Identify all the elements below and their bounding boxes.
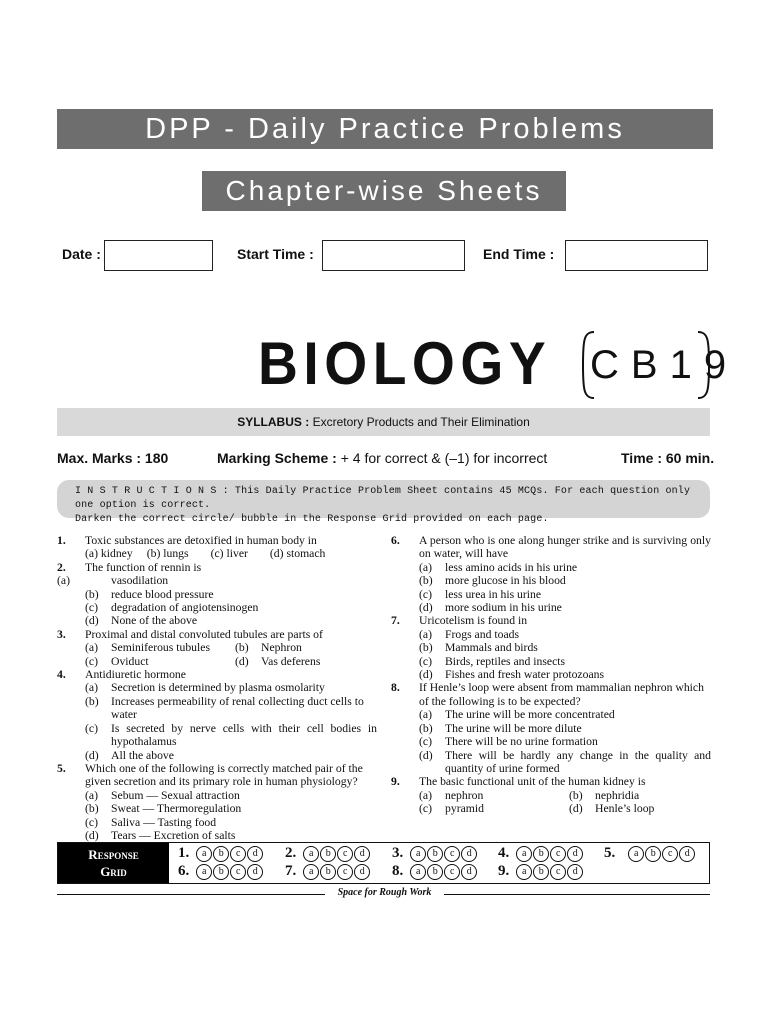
bubble-d[interactable]: d [679,846,695,862]
option-b: (b) Mammals and birds [419,641,538,655]
question-1-options [57,547,377,560]
bubble-a[interactable]: a [303,846,319,862]
question-number: 2. [57,560,66,574]
end-time-label: End Time : [483,246,555,262]
bubble-a[interactable]: a [628,846,644,862]
option-c: (c) There will be no urine formation [419,735,598,749]
question-text: Which one of the following is correctly matched pair of the given secretion and its primary role in human physiology? [85,761,363,789]
bubble-c[interactable]: c [337,864,353,880]
question-6 [391,534,711,561]
date-field[interactable] [104,240,213,271]
bubble-a[interactable]: a [196,846,212,862]
option-c: (c) liver [210,547,248,561]
option-d: (d) None of the above [85,614,198,628]
bubble-c[interactable]: c [550,846,566,862]
option-a: (a) Frogs and toads [419,627,520,641]
start-time-label: Start Time : [237,246,314,262]
rough-work-divider-right [444,894,710,895]
bubble-b[interactable]: b [533,846,549,862]
option-c: (c) less urea in his urine [419,587,542,601]
question-text: The function of rennin is [85,560,202,574]
grid-entry-2: 2. a b c d [285,845,370,862]
bubble-b[interactable]: b [645,846,661,862]
rough-work-divider-left [57,894,325,895]
question-number: 8. [391,681,400,695]
question-1 [57,534,377,547]
grid-entry-7: 7. a b c d [285,863,370,880]
option-b: (b) Sweat — Thermoregulation [85,802,242,816]
question-7 [391,614,711,627]
bubble-a[interactable]: a [410,864,426,880]
question-4 [57,668,377,681]
syllabus-label: SYLLABUS : [237,415,310,429]
time-limit: Time : 60 min. [621,450,715,466]
option-b: (b) more glucose in his blood [419,574,566,588]
option-c: (c) Birds, reptiles and insects [419,654,566,668]
bubble-d[interactable]: d [567,864,583,880]
bubble-b[interactable]: b [320,846,336,862]
option-a: (a) nephron [419,788,484,802]
option-b: (b) Increases permeability of renal collecting duct cells to water [85,694,364,722]
grid-entry-6: 6. a b c d [178,863,263,880]
option-b: (b) nephridia [569,788,640,802]
option-d: (d) Fishes and fresh water protozoans [419,668,605,682]
option-b: (b) Nephron [235,641,302,655]
response-grid [57,842,710,884]
marking-scheme-label: Marking Scheme : [217,450,337,466]
option-c: (c) Oviduct [85,654,149,668]
option-b: (b) lungs [146,547,189,561]
question-9-options-row-1 [391,789,711,802]
bubble-c[interactable]: c [550,864,566,880]
bubble-a[interactable]: a [196,864,212,880]
start-time-field[interactable] [322,240,465,271]
grid-entry-4: 4. a b c d [498,845,583,862]
option-d: (d) Tears — Excretion of salts [85,828,236,842]
questions-right-column [391,534,711,816]
question-number: 4. [57,668,66,682]
bubble-d[interactable]: d [461,864,477,880]
bubble-b[interactable]: b [320,864,336,880]
option-c: (c) Saliva — Tasting food [85,815,217,829]
question-text: Proximal and distal convoluted tubules are parts of [85,627,323,641]
question-text: A person who is one along hunger strike and is surviving only on water, will have [419,534,711,561]
subject-title: BIOLOGY [258,330,552,397]
syllabus-bar [57,408,710,436]
question-text: Uricotelism is found in [419,614,528,628]
marking-scheme [217,450,547,466]
bubble-b[interactable]: b [427,846,443,862]
sheet-code-text: CB19 [590,343,739,387]
question-number: 6. [391,534,400,547]
bubble-c[interactable]: c [444,864,460,880]
bubble-a[interactable]: a [516,846,532,862]
grid-entry-8: 8. a b c d [392,863,477,880]
question-9-options-row-2 [391,802,711,815]
question-5 [57,762,377,789]
bubble-b[interactable]: b [427,864,443,880]
option-a: (a) Seminiferous tubules [85,641,211,655]
bubble-d[interactable]: d [461,846,477,862]
bubble-d[interactable]: d [354,846,370,862]
bubble-c[interactable]: c [444,846,460,862]
option-c: (c) pyramid [419,802,484,816]
instructions-line-2: Darken the correct circle/ bubble in the Response Grid provided on each page. [75,514,549,525]
question-number: 3. [57,627,66,641]
option-a: (a) The urine will be more concentrated [419,708,615,722]
bubble-a[interactable]: a [516,864,532,880]
option-a: (a) Sebum — Sexual attraction [85,788,240,802]
question-number: 9. [391,775,400,789]
question-9 [391,775,711,788]
option-d: (d) Henle’s loop [569,802,655,816]
question-text: The basic functional unit of the human kidney is [419,775,646,789]
instructions-box [57,480,710,525]
bubble-c[interactable]: c [662,846,678,862]
question-text: If Henle’s loop were absent from mammalian nephron which of the following is to be expected? [419,681,704,708]
option-d: (d) There will be hardly any change in the quality and quantity of urine formed [419,748,711,775]
bubble-c[interactable]: c [230,864,246,880]
bubble-d[interactable]: d [354,864,370,880]
option-d: (d) Vas deferens [235,654,321,668]
bubble-d[interactable]: d [247,846,263,862]
option-b: (b) The urine will be more dilute [419,721,582,735]
bubble-b[interactable]: b [213,846,229,862]
bubble-a[interactable]: a [303,864,319,880]
end-time-field[interactable] [565,240,708,271]
instructions-line-1: I N S T R U C T I O N S : This Daily Practice Problem Sheet contains 45 MCQs. For each question only one option is correct. [75,486,691,511]
question-3 [57,628,377,641]
question-2 [57,561,377,574]
date-label: Date : [62,246,101,262]
grid-entry-9: 9. a b c d [498,863,583,880]
grid-entry-5: 5. a b c d [604,845,695,862]
option-d: (d) All the above [85,748,174,762]
syllabus-text: Excretory Products and Their Elimination [312,415,530,429]
bubble-c[interactable]: c [230,846,246,862]
question-number: 7. [391,614,400,628]
option-a: (a) vasodilation [57,574,169,588]
questions-left-column [57,534,377,842]
question-number: 5. [57,761,66,775]
option-a: (a) kidney [85,547,133,561]
page-subtitle: Chapter-wise Sheets [202,171,566,211]
sheet-code [580,330,739,400]
question-number: 1. [57,534,66,547]
page-title: DPP - Daily Practice Problems [57,109,713,149]
bubble-d[interactable]: d [567,846,583,862]
option-c: (c) Is secreted by nerve cells with their cell bodies in hypothalamus [85,721,377,749]
grid-entry-3: 3. a b c d [392,845,477,862]
question-8 [391,681,711,708]
bubble-b[interactable]: b [533,864,549,880]
max-marks: Max. Marks : 180 [57,450,169,466]
response-grid-label: Response Grid [58,843,169,883]
marking-scheme-text: + 4 for correct & (–1) for incorrect [340,450,548,466]
question-text: Antidiuretic hormone [85,668,186,682]
option-b: (b) reduce blood pressure [85,587,214,601]
bubble-a[interactable]: a [410,846,426,862]
grid-entry-1: 1. a b c d [178,845,263,862]
bubble-d[interactable]: d [247,864,263,880]
option-c: (c) degradation of angiotensinogen [85,601,259,615]
question-3-options-row-2 [57,655,377,668]
question-3-options-row-1 [57,641,377,654]
rough-work-label: Space for Rough Work [337,887,432,898]
option-d: (d) more sodium in his urine [419,601,562,615]
question-text: Toxic substances are detoxified in human body in [85,534,317,547]
bubble-c[interactable]: c [337,846,353,862]
option-d: (d) stomach [269,547,326,561]
bubble-b[interactable]: b [213,864,229,880]
option-a: (a) less amino acids in his urine [419,560,578,574]
option-a: (a) Secretion is determined by plasma osmolarity [85,681,325,695]
